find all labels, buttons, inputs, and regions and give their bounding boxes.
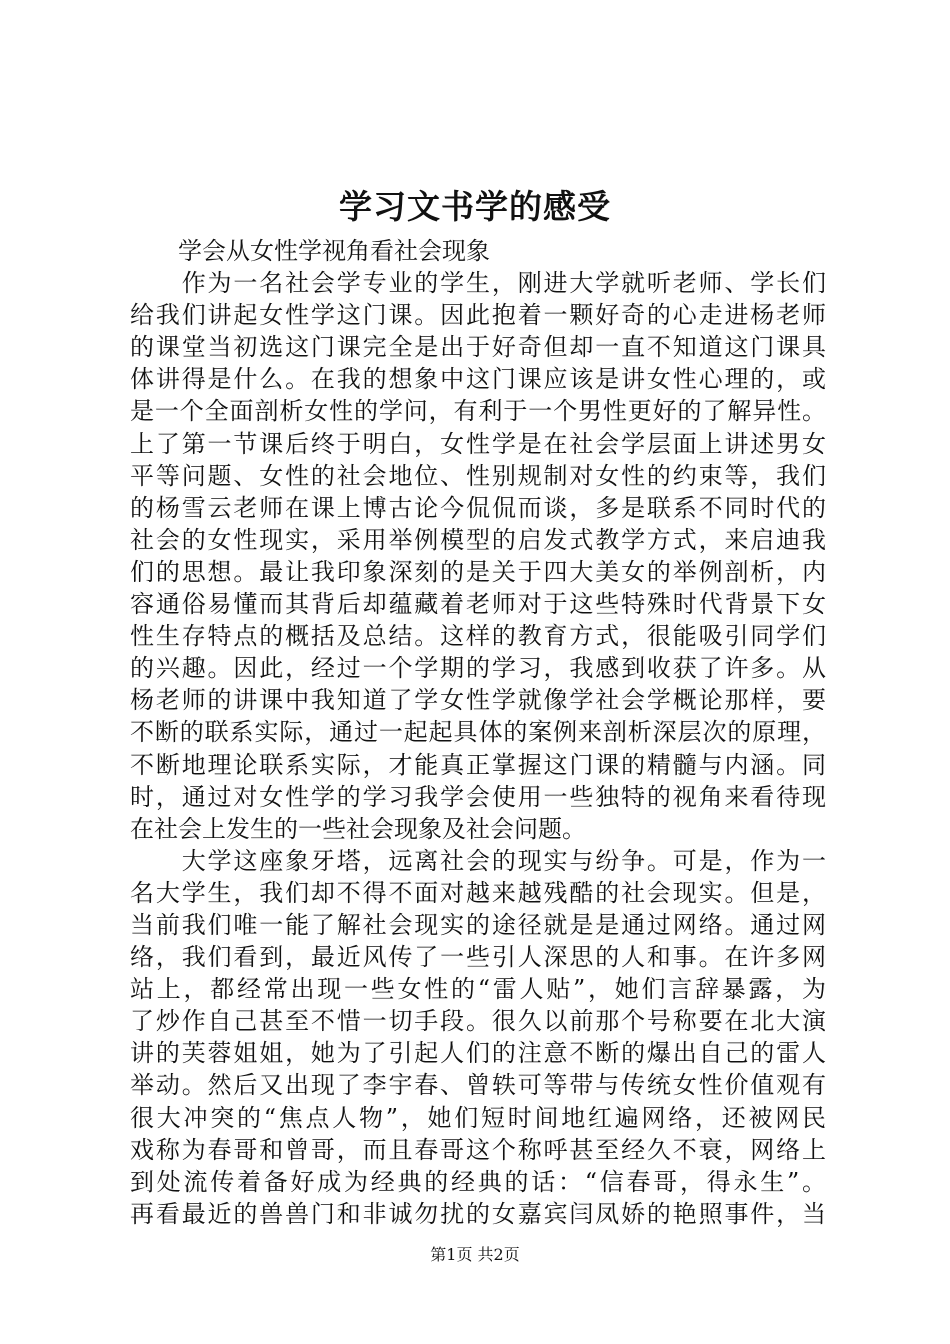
text-line: 体讲得是什么。在我的想象中这门课应该是讲女性心理的，或 [130, 365, 826, 394]
page-footer: 第1页 共2页 [430, 1245, 520, 1264]
text-line: 的兴趣。因此，经过一个学期的学习，我感到收获了许多。从 [130, 654, 826, 683]
text-line: 当前我们唯一能了解社会现实的途径就是是通过网络。通过网 [130, 910, 826, 939]
text-line: 的杨雪云老师在课上博古论今侃侃而谈，多是联系不同时代的 [130, 493, 826, 522]
text-line: 到处流传着备好成为经典的经典的话：“信春哥，得永生”。 [130, 1167, 826, 1196]
text-line: 再看最近的兽兽门和非诚勿扰的女嘉宾闫凤娇的艳照事件，当 [130, 1199, 826, 1228]
text-line: 不断的联系实际，通过一起起具体的案例来剖析深层次的原理， [130, 718, 826, 747]
text-line: 大学这座象牙塔，远离社会的现实与纷争。可是，作为一 [130, 846, 826, 875]
text-line: 时，通过对女性学的学习我学会使用一些独特的视角来看待现 [130, 782, 826, 811]
document-title: 学习文书学的感受 [339, 187, 611, 226]
document-body [130, 235, 826, 1230]
text-line: 容通俗易懂而其背后却蕴藏着老师对于这些特殊时代背景下女 [130, 590, 826, 619]
text-line: 名大学生，我们却不得不面对越来越残酷的社会现实。但是， [130, 878, 826, 907]
text-line: 给我们讲起女性学这门课。因此抱着一颗好奇的心走进杨老师 [130, 301, 826, 330]
text-line: 不断地理论联系实际，才能真正掌握这门课的精髓与内涵。同 [130, 750, 826, 779]
text-line: 站上，都经常出现一些女性的“雷人贴”，她们言辞暴露，为 [130, 975, 826, 1004]
text-line: 上了第一节课后终于明白，女性学是在社会学层面上讲述男女 [130, 429, 826, 458]
text-line: 平等问题、女性的社会地位、性别规制对女性的约束等，我们 [130, 461, 826, 490]
text-line: 杨老师的讲课中我知道了学女性学就像学社会学概论那样，要 [130, 686, 826, 715]
text-line: 在社会上发生的一些社会现象及社会问题。 [130, 814, 586, 843]
text-line: 很大冲突的“焦点人物”，她们短时间地红遍网络，还被网民 [130, 1103, 826, 1132]
text-line: 社会的女性现实，采用举例模型的启发式教学方式，来启迪我 [130, 525, 826, 554]
text-line: 络，我们看到，最近风传了一些引人深思的人和事。在许多网 [130, 943, 826, 972]
document-subtitle: 学会从女性学视角看社会现象 [178, 237, 490, 265]
text-line: 举动。然后又出现了李宇春、曾轶可等带与传统女性价值观有 [130, 1071, 826, 1100]
text-line: 戏称为春哥和曾哥，而且春哥这个称呼甚至经久不衰，网络上 [130, 1135, 826, 1164]
text-line: 是一个全面剖析女性的学问，有利于一个男性更好的了解异性。 [130, 397, 826, 426]
text-line: 的课堂当初选这门课完全是出于好奇但却一直不知道这门课具 [130, 333, 826, 362]
text-line: 作为一名社会学专业的学生，刚进大学就听老师、学长们 [130, 269, 826, 298]
text-line: 性生存特点的概括及总结。这样的教育方式，很能吸引同学们 [130, 622, 826, 651]
text-line: 们的思想。最让我印象深刻的是关于四大美女的举例剖析，内 [130, 557, 826, 586]
text-line: 讲的芙蓉姐姐，她为了引起人们的注意不断的爆出自己的雷人 [130, 1039, 826, 1068]
text-line: 了炒作自己甚至不惜一切手段。很久以前那个号称要在北大演 [130, 1007, 826, 1036]
